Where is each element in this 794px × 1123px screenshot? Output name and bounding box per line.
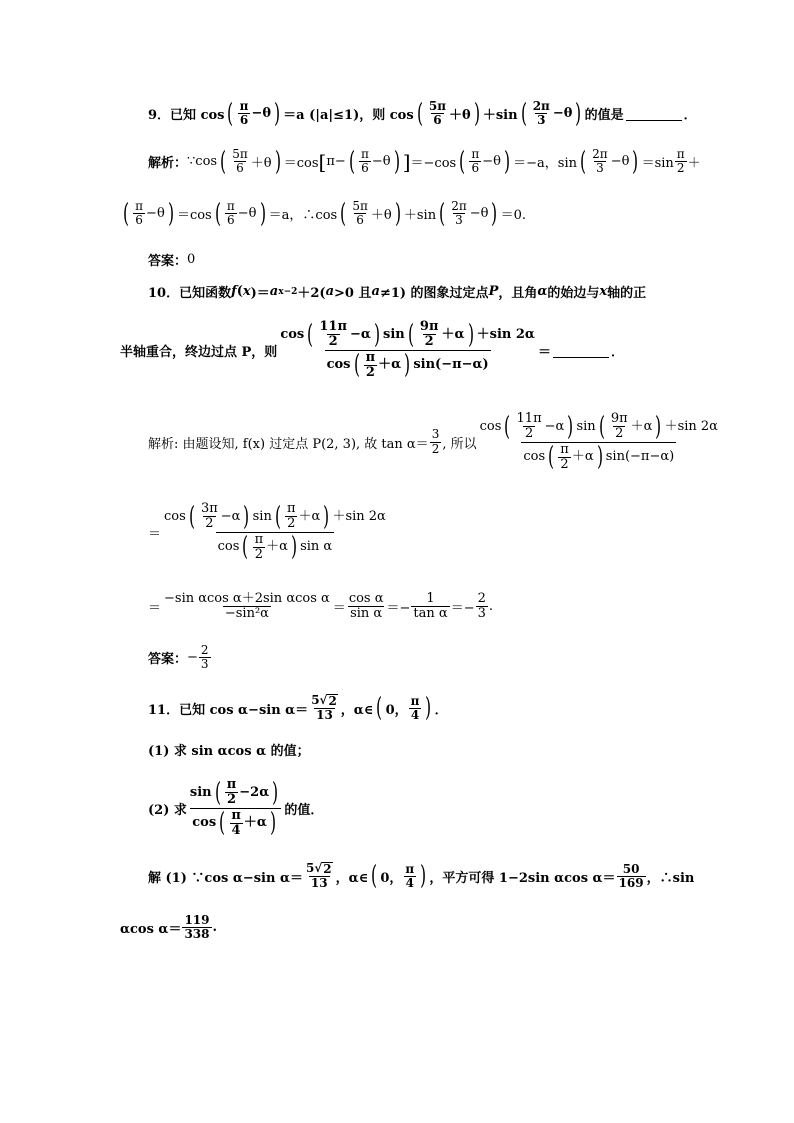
q9-plus: ＋sin bbox=[482, 108, 518, 124]
q10-answer-label: 答案： bbox=[148, 652, 188, 668]
q10-answer: 答案： − $\frac{2}{3}$ bbox=[148, 643, 209, 672]
q11-stem: 11． 已知 cos α−sin α＝ 5√ 2 13 ，α∈ ( 0， $\frac{\pi}{4}$ ) ． bbox=[148, 693, 448, 724]
q10-stem-fraction: cos ( $\frac{11\pi}{2}$ −α ) sin ( $\frac{9\pi}{2}$ ＋α ) ＋sin 2α cos ( $\frac{\pi}{2}$ ＋α ) sin(−π−α) bbox=[280, 319, 535, 381]
q11-stem-text: 已知 cos α−sin α＝ bbox=[179, 702, 309, 718]
q10-solution-line3: ＝ $\frac{\text{−sin αcos α＋2sin αcos α}}{\text{−sin²α}}$ ＝ $\frac{\text{cos α}}{\text{sin α}}$ ＝− $\frac{1}{\text{tan α}}$ ＝− $\frac{2}{3}$ . bbox=[148, 591, 494, 622]
q10-solution-line1: 解析: 由题设知, f(x) 过定点 P(2, 3), 故 tan α＝ $\frac{3}{2}$ , 所以 cos ( $\frac{11\pi}{2}$ −α ) sin ( $\frac{9\pi}{2}$ ＋α ) ＋sin 2α cos ( $\frac{\pi}{2}$ ＋α ) sin(−π−α) bbox=[148, 411, 718, 473]
q9-answer bbox=[148, 250, 195, 269]
q9-answer-label: 答案： bbox=[148, 254, 188, 269]
q11-solution-line1: 解 (1) ∵cos α−sin α＝ 5√ 2 13 ，α∈ ( 0， $\frac{\pi}{4}$ ) ，平方可得 1−2sin αcos α＝ $\frac{50}{169}$ ，∴sin bbox=[148, 861, 695, 892]
q10-answer-blank bbox=[553, 343, 609, 358]
q9-solution-line1: 解析： ∵cos ( $\frac{5\pi}{6}$ ＋θ ) ＝cos [ π− ( $\frac{\pi}{6}$ −θ ) ] ＝−cos ( $\frac{\pi}{6}$ −θ ) ＝−a，sin ( $\frac{2\pi}{3}$ −θ ) ＝sin $\frac{\pi}{2}$ ＋ bbox=[148, 146, 701, 177]
q9-lead: 已知 cos bbox=[170, 108, 225, 124]
q10-stem-line1: 10． 已知函数 f ( x )＝ a x−2 ＋2( a >0 且 a ≠1) 的图象过定点 P ，且角 α 的始边与 x 轴的正 bbox=[148, 284, 647, 301]
q10-solution-line2: ＝ cos ( $\frac{3\pi}{2}$ −α ) sin ( $\frac{\pi}{2}$ ＋α ) ＋sin 2α cos ( $\frac{\pi}{2}$ ＋α ) sin α bbox=[148, 501, 386, 563]
q9-answer-blank bbox=[626, 106, 682, 121]
q9-number: 9． bbox=[148, 108, 171, 124]
q9-stem: 9． 已知 cos ( $\frac{\pi}{6}$ −θ ) ＝a (|a|≤1)，则 cos ( $\frac{5\pi}{6}$ ＋θ ) ＋sin ( $\frac{2\pi}{3}$ −θ ) 的值是 ． bbox=[148, 98, 697, 129]
q11-part2: (2) 求 sin ( $\frac{\pi}{2}$ −2α ) cos ( $\frac{\pi}{4}$ ＋α ) 的值． bbox=[148, 777, 324, 839]
q9-tail: 的值是 bbox=[584, 108, 624, 124]
q10-stem-line2: 半轴重合，终边过点 P，则 cos ( $\frac{11\pi}{2}$ −α ) sin ( $\frac{9\pi}{2}$ ＋α ) ＋sin 2α cos ( $\frac{\pi}{2}$ ＋α ) sin(−π−α) ＝ ． bbox=[120, 319, 624, 381]
q10-number: 10． bbox=[148, 286, 180, 301]
q11-number: 11． bbox=[148, 702, 180, 718]
q9-answer-value: 0 bbox=[187, 252, 196, 267]
q9-solution-line2: ( $\frac{\pi}{6}$ −θ ) ＝cos ( $\frac{\pi}{6}$ −θ ) ＝a，∴cos ( $\frac{5\pi}{6}$ ＋θ ) ＋sin ( $\frac{2\pi}{3}$ −θ ) ＝0. bbox=[123, 198, 527, 229]
q9-jiexi-label: 解析： bbox=[148, 156, 188, 172]
q11-part1: (1) 求 sin αcos α 的值； bbox=[148, 744, 310, 759]
q10-stem-line2-lead: 半轴重合，终边过点 P，则 bbox=[120, 344, 278, 360]
q11-solution-line2: αcos α＝ $\frac{119}{338}$ . bbox=[120, 913, 218, 942]
q9-known: ＝a (|a|≤1)，则 cos bbox=[283, 108, 414, 124]
q10-solution-lead: 解析: 由题设知, f(x) 过定点 P(2, 3), 故 tan α＝ bbox=[148, 436, 429, 452]
